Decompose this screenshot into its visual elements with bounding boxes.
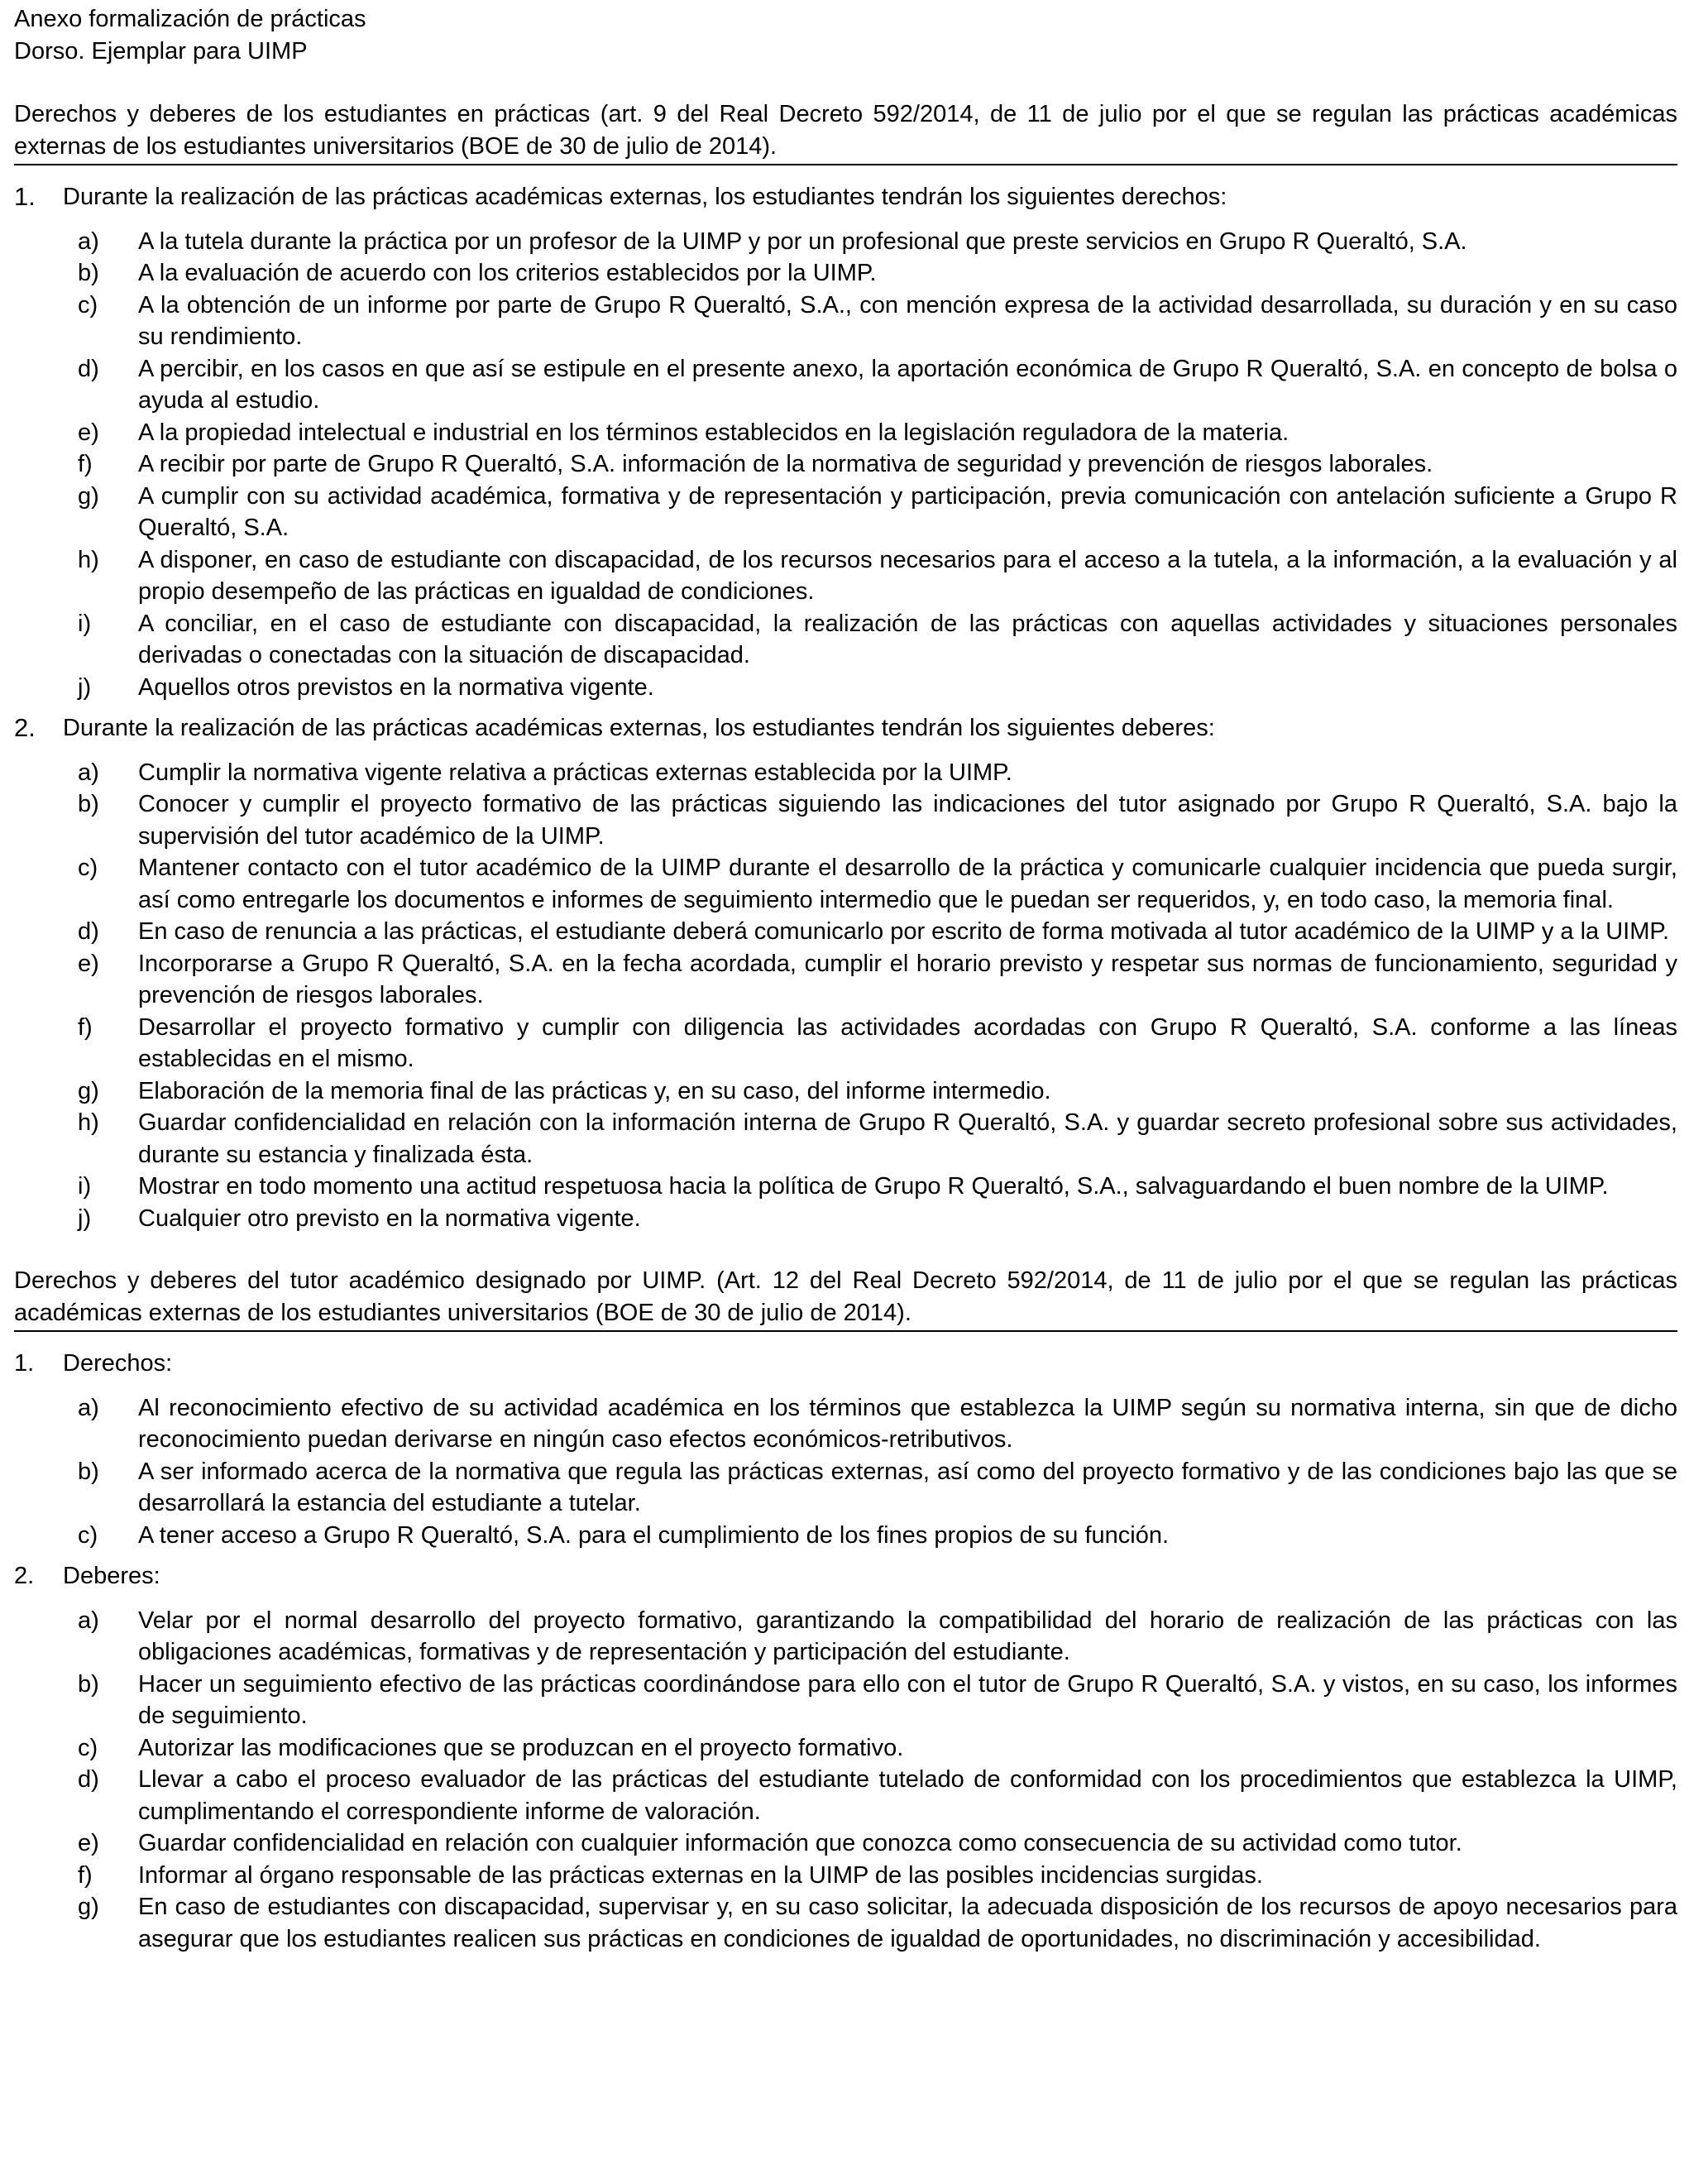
list-item-letter: b) [78, 1458, 99, 1485]
tutor-duties-number: 2. [14, 1563, 35, 1589]
list-item [14, 481, 1677, 544]
students-rights-heading [14, 181, 1677, 213]
list-item-text: A conciliar, en el caso de estudiante con discapacidad, la realización de las prácticas con aquellas actividades y situaciones personales derivadas o conectadas con la situación de discapacidad. [138, 610, 1677, 668]
list-item-letter: e) [78, 1830, 99, 1856]
list-item-letter: d) [78, 355, 99, 382]
list-item-text: Hacer un seguimiento efectivo de las prácticas coordinándose para ello con el tutor de Grupo R Queraltó, S.A. y vistos, en su caso, los informes de seguimiento. [138, 1670, 1677, 1729]
list-item-letter: h) [78, 1109, 99, 1136]
list-item-letter: i) [78, 1173, 92, 1200]
list-item-text: A la evaluación de acuerdo con los criterios establecidos por la UIMP. [138, 260, 877, 286]
list-item [14, 1075, 1677, 1108]
list-item [14, 608, 1677, 672]
list-item [14, 544, 1677, 608]
header-line-2: Dorso. Ejemplar para UIMP [14, 37, 308, 65]
list-item-letter: f) [78, 1013, 93, 1041]
list-item-text: Desarrollar el proyecto formativo y cumplir con diligencia las actividades acordadas con Grupo R Queraltó, S.A. conforme a las líneas establecidas en el mismo. [138, 1013, 1677, 1072]
list-item-letter: b) [78, 791, 99, 817]
tutor-section [14, 1265, 1677, 1955]
list-item [14, 757, 1677, 789]
list-item [14, 672, 1677, 704]
tutor-rights-number: 1. [14, 1350, 35, 1377]
list-item [14, 290, 1677, 353]
list-item-text: A cumplir con su actividad académica, formativa y de representación y participación, previa comunicación con antelación suficiente a Grupo R Queraltó, S.A. [138, 482, 1677, 541]
list-item [14, 1392, 1677, 1456]
list-item-text: Llevar a cabo el proceso evaluador de las prácticas del estudiante tutelado de conformidad con los procedimientos que establezca la UIMP, cumplimentando el correspondiente informe de valoración. [138, 1766, 1677, 1825]
list-item [14, 1732, 1677, 1765]
list-item [14, 1764, 1677, 1827]
list-item-letter: e) [78, 419, 99, 446]
list-item-letter: b) [78, 260, 99, 286]
list-item-letter: f) [78, 1861, 93, 1889]
tutor-rights-heading [14, 1348, 1677, 1380]
list-item-letter: g) [78, 1077, 99, 1104]
list-item [14, 448, 1677, 481]
list-item-letter: c) [78, 855, 98, 881]
list-item-text: A percibir, en los casos en que así se estipule en el presente anexo, la aportación económica de Grupo R Queraltó, S.A. en concepto de bolsa o ayuda al estudio. [138, 355, 1677, 414]
list-item [14, 1860, 1677, 1892]
list-item-text: En caso de estudiantes con discapacidad, supervisar y, en su caso solicitar, la adecuada disposición de los recursos de apoyo necesarios para asegurar que los estudiantes realicen sus prácticas en condiciones de igualdad de oportunidades, no discriminación y accesibilidad. [138, 1894, 1677, 1952]
tutor-duties-list [14, 1605, 1677, 1956]
students-rights-intro: Durante la realización de las prácticas académicas externas, los estudiantes tendrán los siguientes derechos: [63, 184, 1227, 210]
list-item-letter: h) [78, 546, 99, 573]
list-item [14, 1520, 1677, 1552]
list-item-text: Aquellos otros previstos en la normativa vigente. [138, 673, 654, 701]
list-item [14, 417, 1677, 449]
list-item-letter: g) [78, 482, 99, 510]
list-item [14, 1891, 1677, 1955]
list-item-text: En caso de renuncia a las prácticas, el estudiante deberá comunicarlo por escrito de forma motivada al tutor académico de la UIMP y a la UIMP. [138, 918, 1670, 945]
list-item-letter: e) [78, 950, 99, 977]
list-item-text: A disponer, en caso de estudiante con discapacidad, de los recursos necesarios para el acceso a la tutela, a la información, a la evaluación y al propio desempeño de las prácticas en igualdad de condiciones. [138, 546, 1677, 605]
list-item [14, 1107, 1677, 1171]
list-item-letter: d) [78, 918, 99, 945]
list-item [14, 226, 1677, 258]
list-item [14, 788, 1677, 852]
list-item-letter: a) [78, 759, 99, 786]
list-item-letter: g) [78, 1894, 99, 1920]
list-item [14, 1669, 1677, 1732]
list-item-text: Velar por el normal desarrollo del proyecto formativo, garantizando la compatibilidad del horario de realización de las prácticas con las obligaciones académicas, formativas y de representación y participación del estudiante. [138, 1607, 1677, 1665]
tutor-duties-intro: Deberes: [63, 1563, 160, 1589]
list-item-text: Cualquier otro previsto en la normativa vigente. [138, 1205, 641, 1232]
students-duties-intro: Durante la realización de las prácticas académicas externas, los estudiantes tendrán los siguientes deberes: [63, 715, 1215, 741]
list-item-text: Elaboración de la memoria final de las prácticas y, en su caso, del informe intermedio. [138, 1077, 1051, 1104]
list-item-letter: i) [78, 610, 92, 637]
list-item [14, 1203, 1677, 1235]
tutor-duties-heading [14, 1560, 1677, 1592]
list-item [14, 1171, 1677, 1203]
list-item-letter: f) [78, 451, 93, 477]
tutor-rights-intro: Derechos: [63, 1350, 173, 1377]
list-item-letter: j) [78, 1205, 92, 1232]
list-item [14, 916, 1677, 948]
list-item [14, 1605, 1677, 1669]
students-section-title: Derechos y deberes de los estudiantes en prácticas (art. 9 del Real Decreto 592/2014, de 11 de julio por el que se regulan las prácticas académicas externas de los estudiantes universitarios (BOE de 30 de julio de 2014). [14, 98, 1677, 165]
list-item-text: Mantener contacto con el tutor académico de la UIMP durante el desarrollo de la práctica y comunicarle cualquier incidencia que pueda surgir, así como entregarle los documentos e informes de seguimiento intermedio que le puedan ser requeridos, y, en todo caso, la memoria final. [138, 855, 1677, 913]
list-item-letter: a) [78, 228, 99, 255]
students-rights-list [14, 226, 1677, 704]
students-duties-list [14, 757, 1677, 1235]
list-item [14, 257, 1677, 290]
header-line-1: Anexo formalización de prácticas [14, 6, 366, 32]
list-item-text: A recibir por parte de Grupo R Queraltó, S.A. información de la normativa de seguridad y prevención de riesgos laborales. [138, 451, 1433, 477]
list-item-letter: c) [78, 1734, 98, 1761]
students-duties-heading [14, 712, 1677, 745]
tutor-rights-list [14, 1392, 1677, 1552]
list-item-letter: b) [78, 1670, 99, 1698]
list-item-letter: c) [78, 291, 98, 318]
list-item-letter: d) [78, 1766, 99, 1793]
list-item-letter: a) [78, 1607, 99, 1634]
list-item-text: A la tutela durante la práctica por un profesor de la UIMP y por un profesional que preste servicios en Grupo R Queraltó, S.A. [138, 228, 1467, 255]
list-item-text: A la obtención de un informe por parte de Grupo R Queraltó, S.A., con mención expresa de la actividad desarrollada, su duración y en su caso su rendimiento. [138, 291, 1677, 350]
document-header [14, 3, 1677, 67]
students-duties-number: 2. [14, 713, 36, 742]
tutor-section-title: Derechos y deberes del tutor académico designado por UIMP. (Art. 12 del Real Decreto 592/2014, de 11 de julio por el que se regulan las prácticas académicas externas de los estudiantes universitarios (BOE de 30 de julio de 2014). [14, 1265, 1677, 1332]
list-item-letter: c) [78, 1521, 98, 1549]
list-item-text: Conocer y cumplir el proyecto formativo de las prácticas siguiendo las indicaciones del tutor asignado por Grupo R Queraltó, S.A. bajo la supervisión del tutor académico de la UIMP. [138, 791, 1677, 850]
list-item-letter: j) [78, 673, 92, 701]
list-item-text: Al reconocimiento efectivo de su actividad académica en los términos que establezca la UIMP según su normativa interna, sin que de dicho reconocimiento puedan derivarse en ningún caso efectos económicos-retributivos. [138, 1394, 1677, 1453]
students-rights-number: 1. [14, 182, 36, 211]
list-item [14, 852, 1677, 916]
list-item-text: A tener acceso a Grupo R Queraltó, S.A. para el cumplimiento de los fines propios de su función. [138, 1521, 1170, 1549]
list-item [14, 1012, 1677, 1075]
list-item [14, 1456, 1677, 1520]
list-item-text: Guardar confidencialidad en relación con la información interna de Grupo R Queraltó, S.A. y guardar secreto profesional sobre sus actividades, durante su estancia y finalizada ésta. [138, 1109, 1677, 1168]
list-item [14, 948, 1677, 1012]
list-item-text: Cumplir la normativa vigente relativa a prácticas externas establecida por la UIMP. [138, 759, 1012, 786]
list-item [14, 1827, 1677, 1860]
list-item [14, 353, 1677, 417]
list-item-text: Mostrar en todo momento una actitud respetuosa hacia la política de Grupo R Queraltó, S.A., salvaguardando el buen nombre de la UIMP. [138, 1173, 1609, 1200]
list-item-text: Guardar confidencialidad en relación con cualquier información que conozca como consecuencia de su actividad como tutor. [138, 1830, 1462, 1856]
list-item-text: A la propiedad intelectual e industrial en los términos establecidos en la legislación reguladora de la materia. [138, 419, 1289, 446]
list-item-text: A ser informado acerca de la normativa que regula las prácticas externas, así como del proyecto formativo y de las condiciones bajo las que se desarrollará la estancia del estudiante a tutelar. [138, 1458, 1677, 1516]
students-section [14, 98, 1677, 1234]
list-item-text: Informar al órgano responsable de las prácticas externas en la UIMP de las posibles incidencias surgidas. [138, 1861, 1263, 1889]
list-item-text: Autorizar las modificaciones que se produzcan en el proyecto formativo. [138, 1734, 904, 1761]
list-item-letter: a) [78, 1394, 99, 1421]
list-item-text: Incorporarse a Grupo R Queraltó, S.A. en la fecha acordada, cumplir el horario previsto y respetar sus normas de funcionamiento, seguridad y prevención de riesgos laborales. [138, 950, 1677, 1008]
